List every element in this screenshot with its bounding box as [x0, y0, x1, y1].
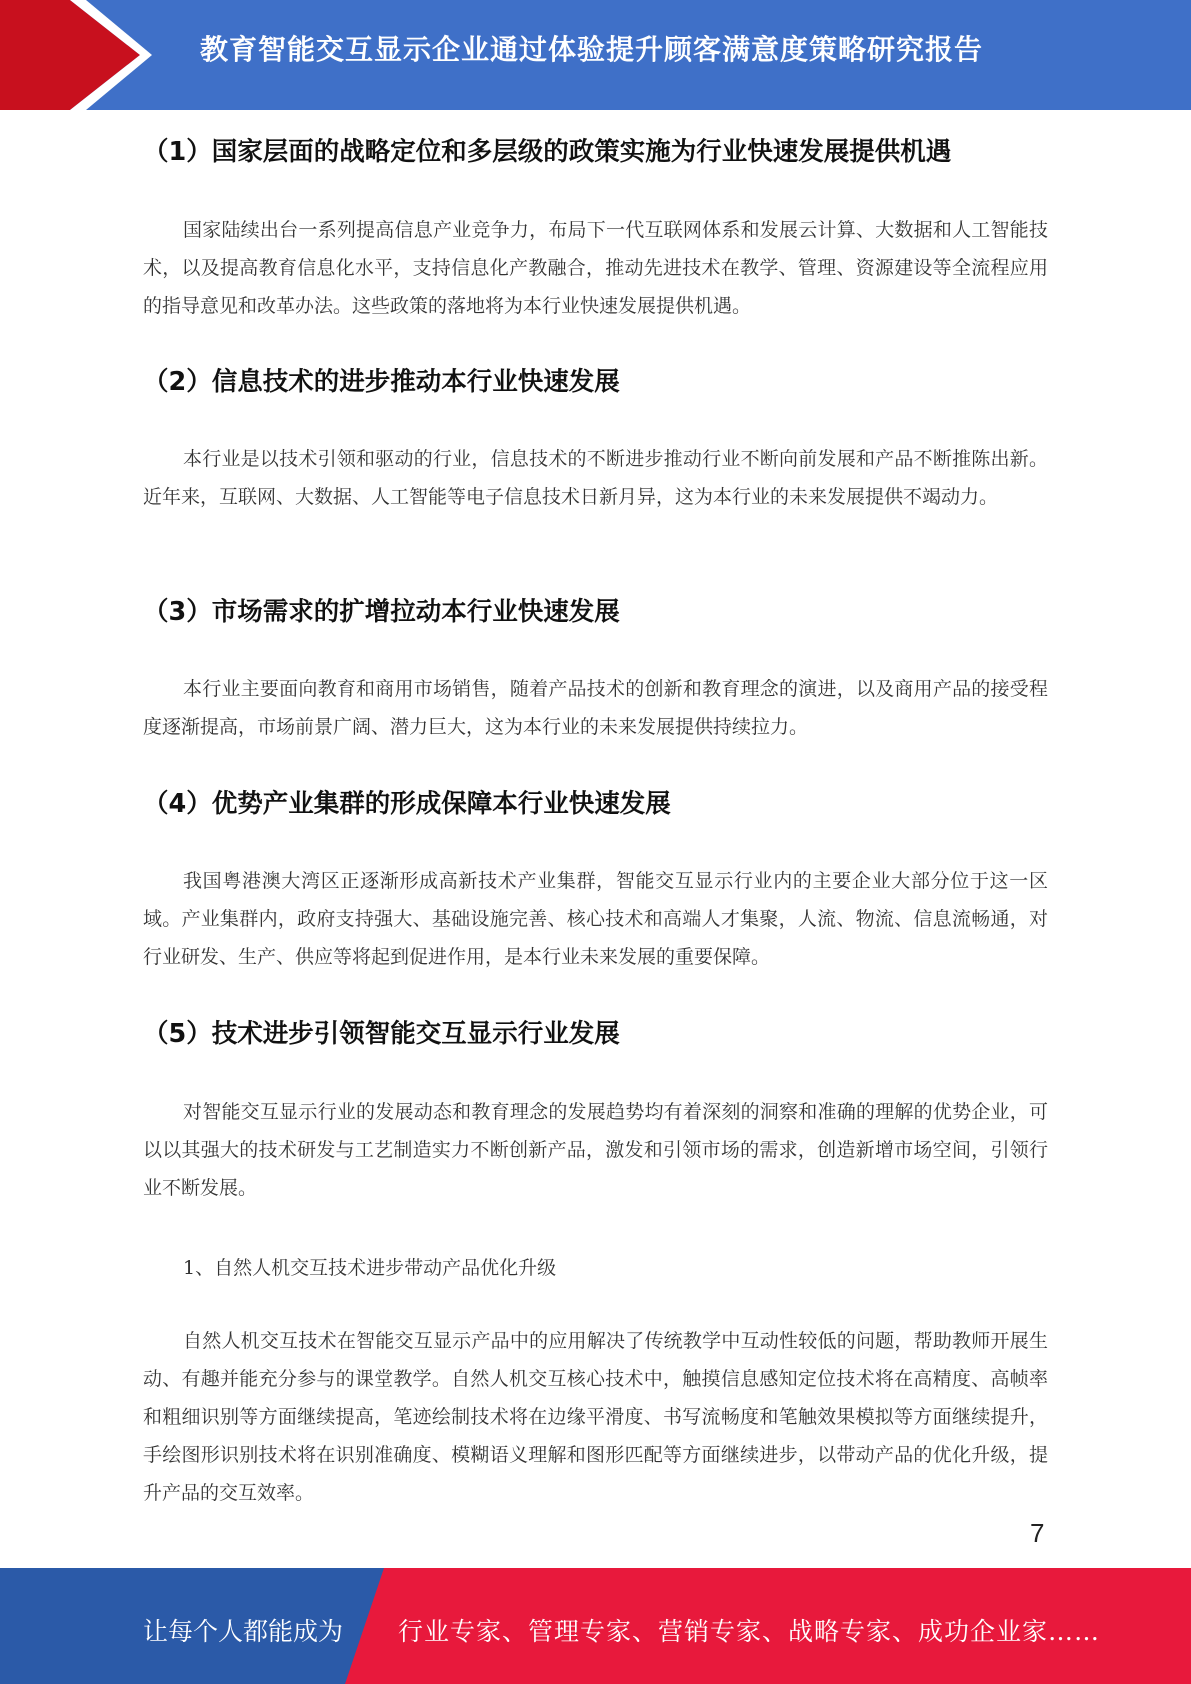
section-body-3: 本行业主要面向教育和商用市场销售，随着产品技术的创新和教育理念的演进，以及商用产品的接受程度逐渐提高，市场前景广阔、潜力巨大，这为本行业的未来发展提供持续拉力。: [143, 678, 1048, 738]
section-heading-2: （2）信息技术的进步推动本行业快速发展: [143, 367, 620, 397]
section-body-5: 对智能交互显示行业的发展动态和教育理念的发展趋势均有着深刻的洞察和准确的理解的优势企业，可以以其强大的技术研发与工艺制造实力不断创新产品，激发和引领市场的需求，创造新增市场空间，引领行业不断发展。: [143, 1101, 1048, 1199]
report-title: 教育智能交互显示企业通过体验提升顾客满意度策略研究报告: [200, 33, 984, 66]
page-header: [0, 0, 1191, 110]
section-body-1: 国家陆续出台一系列提高信息产业竞争力，布局下一代互联网体系和发展云计算、大数据和人工智能技术，以及提高教育信息化水平，支持信息化产教融合，推动先进技术在教学、管理、资源建设等全流程应用的指导意见和改革办法。这些政策的落地将为本行业快速发展提供机遇。: [143, 219, 1048, 317]
subsection-heading: 1、自然人机交互技术进步带动产品优化升级: [183, 1257, 557, 1279]
footer-slogan-right: 行业专家、管理专家、营销专家、战略专家、成功企业家……: [398, 1617, 1101, 1646]
footer-slogan-left: 让每个人都能成为: [143, 1617, 344, 1646]
section-heading-3: （3）市场需求的扩增拉动本行业快速发展: [143, 597, 620, 627]
section-heading-1: （1）国家层面的战略定位和多层级的政策实施为行业快速发展提供机遇: [143, 137, 952, 167]
page-number: 7: [1030, 1518, 1045, 1548]
page-footer: [0, 1568, 1191, 1684]
subsection-body: 自然人机交互技术在智能交互显示产品中的应用解决了传统教学中互动性较低的问题，帮助教师开展生动、有趣并能充分参与的课堂教学。自然人机交互核心技术中，触摸信息感知定位技术将在高精度、高帧率和粗细识别等方面继续提高，笔迹绘制技术将在边缘平滑度、书写流畅度和笔触效果模拟等方面继续提升，手绘图形识别技术将在识别准确度、模糊语义理解和图形匹配等方面继续进步，以带动产品的优化升级，提升产品的交互效率。: [143, 1330, 1048, 1504]
section-body-4: 我国粤港澳大湾区正逐渐形成高新技术产业集群，智能交互显示行业内的主要企业大部分位于这一区域。产业集群内，政府支持强大、基础设施完善、核心技术和高端人才集聚，人流、物流、信息流畅通，对行业研发、生产、供应等将起到促进作用，是本行业未来发展的重要保障。: [143, 870, 1048, 968]
section-heading-5: （5）技术进步引领智能交互显示行业发展: [143, 1019, 620, 1049]
section-heading-4: （4）优势产业集群的形成保障本行业快速发展: [143, 789, 671, 819]
section-body-2: 本行业是以技术引领和驱动的行业，信息技术的不断进步推动行业不断向前发展和产品不断推陈出新。近年来，互联网、大数据、人工智能等电子信息技术日新月异，这为本行业的未来发展提供不竭动力。: [143, 448, 1048, 508]
